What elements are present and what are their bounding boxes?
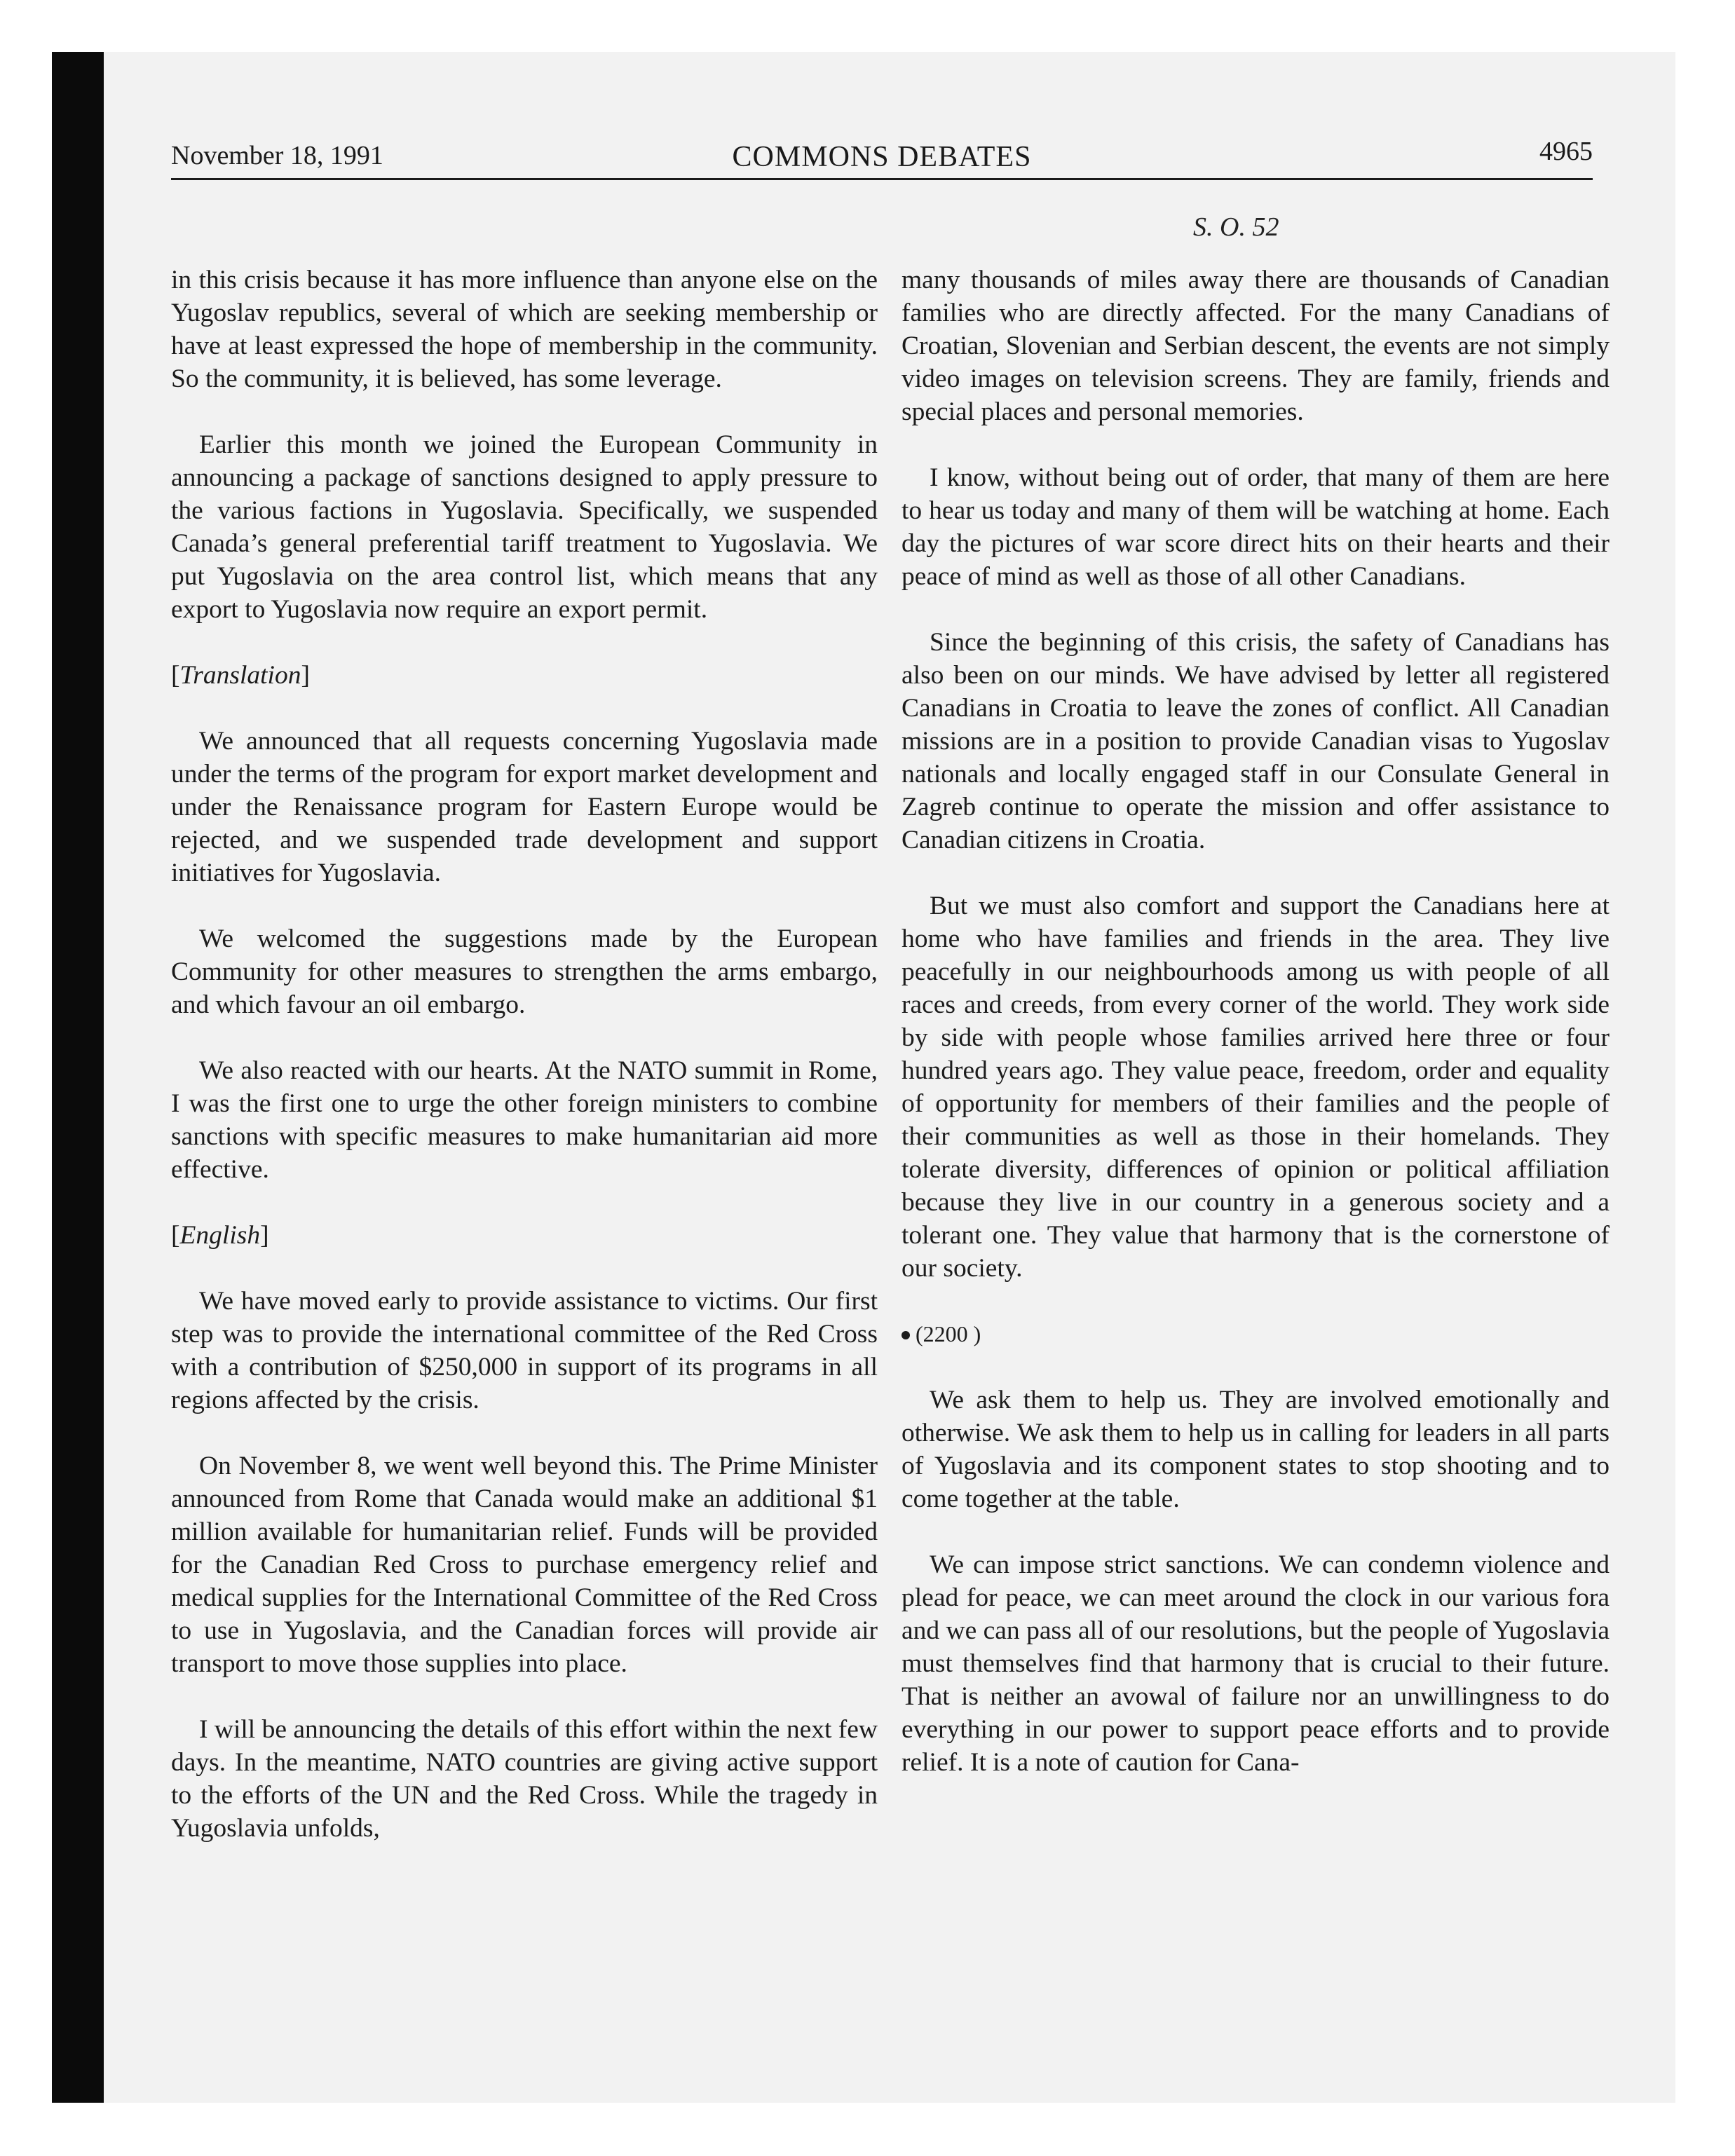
right-column <box>901 264 1610 1812</box>
header-title: COMMONS DEBATES <box>732 141 1032 173</box>
paragraph: I will be announcing the details of this effort within the next few days. In the meantime, NATO countries are giving active support to the efforts of the UN and the Red Cross. While the tragedy in Yugoslavia unfolds, <box>171 1715 878 1843</box>
header-rule <box>171 178 1593 180</box>
paragraph: Earlier this month we joined the European Community in announcing a package of sanctions designed to apply pressure to the various factions in Yugoslavia. Specifically, we suspended Canada’s general preferential tariff treatment to Yugoslavia. We put Yugoslavia on the area control list, which means that any export to Yugoslavia now require an export permit. <box>171 430 878 624</box>
page-number: 4965 <box>1539 137 1593 166</box>
time-marker <box>901 1318 1610 1351</box>
time-marker-text: (2200 ) <box>916 1321 981 1346</box>
paragraph: On November 8, we went well beyond this. The Prime Minister announced from Rome that Canada would make an additional $1 million available for humanitarian relief. Funds will be provided for the Canadian Red Cross to purchase emergency relief and medical supplies for the International Committee of the Red Cross to use in Yugoslavia, and the Canadian forces will provide air transport to move those supplies into place. <box>171 1452 878 1678</box>
paragraph: many thousands of miles away there are thousands of Canadian families who are directly affected. For the many Canadians of Croatian, Slovenian and Serbian descent, the events are not simply video images on television screens. They are family, friends and special places and personal memories. <box>901 266 1610 426</box>
paragraph: We can impose strict sanctions. We can condemn violence and plead for peace, we can meet around the clock in our various fora and we can pass all of our resolutions, but the people of Yugoslavia must themselves find that harmony that is crucial to their future. That is neither an avowal of failure nor an unwillingness to do everything in our power to support peace efforts and to provide relief. It is a note of caution for Cana- <box>901 1550 1610 1777</box>
page-header <box>171 133 1593 178</box>
paragraph: But we must also comfort and support the Canadians here at home who have families and friends in the area. They live peacefully in our neighbourhoods among us with people of all races and creeds, from every corner of the world. They work side by side with people whose families arrived here three or four hundred years ago. They value peace, freedom, order and equality of opportunity for members of their families and the people of their communities as well as those in their homelands. They tolerate diversity, differences of opinion or political affiliation because they live in our country in a generous society and a tolerant one. They value that harmony that is the cornerstone of our society. <box>901 892 1610 1283</box>
language-tag-text: Translation <box>179 661 301 690</box>
paragraph: We have moved early to provide assistance to victims. Our first step was to provide the international committee of the Red Cross with a contribution of $250,000 in support of its programs in all regions affected by the crisis. <box>171 1287 878 1414</box>
language-tag-text: English <box>179 1221 261 1250</box>
binding-edge <box>52 52 104 2103</box>
paragraph: in this crisis because it has more influence than anyone else on the Yugoslav republics, several of which are seeking membership or have at least expressed the hope of membership in the community. So the community, it is believed, has some leverage. <box>171 266 878 393</box>
section-marker: S. O. 52 <box>1193 212 1279 242</box>
paragraph: We also reacted with our hearts. At the NATO summit in Rome, I was the first one to urge the other foreign ministers to combine sanctions with specific measures to make humanitarian aid more effective. <box>171 1056 878 1184</box>
paragraph: Since the beginning of this crisis, the safety of Canadians has also been on our minds. We have advised by letter all registered Canadians in Croatia to leave the zones of conflict. All Canadian missions are in a position to provide Canadian visas to Yugoslav nationals and locally engaged staff in our Consulate General in Zagreb continue to operate the mission and offer assistance to Canadian citizens in Croatia. <box>901 628 1610 854</box>
language-tag-english: [English] <box>171 1221 269 1250</box>
paragraph: We announced that all requests concerning Yugoslavia made under the terms of the program for export market development and under the Renaissance program for Eastern Europe would be rejected, and we suspended trade development and support initiatives for Yugoslavia. <box>171 727 878 887</box>
paragraph: We ask them to help us. They are involved emotionally and otherwise. We ask them to help us in calling for leaders in all parts of Yugoslavia and its component states to stop shooting and to come together at the table. <box>901 1386 1610 1513</box>
language-tag-translation: [Translation] <box>171 661 310 690</box>
bullet-icon <box>901 1331 910 1339</box>
paragraph: I know, without being out of order, that many of them are here to hear us today and many of them will be watching at home. Each day the pictures of war score direct hits on their hearts and their peace of mind as well as those of all other Canadians. <box>901 463 1610 591</box>
left-column <box>171 264 878 1878</box>
header-date: November 18, 1991 <box>171 141 383 170</box>
paragraph: We welcomed the suggestions made by the European Community for other measures to strengthen the arms embargo, and which favour an oil embargo. <box>171 925 878 1019</box>
